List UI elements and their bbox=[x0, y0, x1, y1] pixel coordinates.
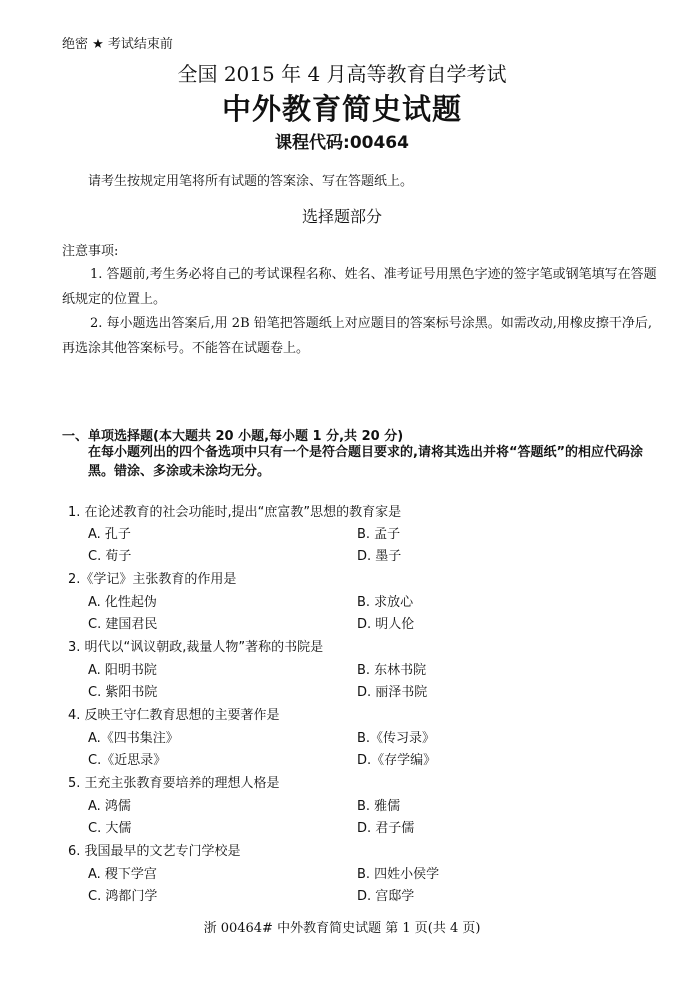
question-stem: 3. 明代以“讽议朝政,裁量人物”著称的书院是 bbox=[68, 640, 324, 655]
option-c: C.《近思录》 bbox=[88, 753, 167, 768]
option-c: C. 鸿都门学 bbox=[88, 889, 158, 904]
option-d: D. 明人伦 bbox=[357, 617, 415, 632]
page-footer: 浙 00464# 中外教育简史试题 第 1 页(共 4 页) bbox=[203, 921, 481, 936]
exam-session: 全国 2015 年 4 月高等教育自学考试 bbox=[177, 62, 507, 86]
option-a: A. 鸿儒 bbox=[88, 799, 131, 814]
confidential-label: 绝密 ★ 考试结束前 bbox=[62, 37, 173, 52]
option-c: C. 紫阳书院 bbox=[88, 685, 158, 700]
option-d: D. 宫邸学 bbox=[357, 889, 415, 904]
option-a: A. 化性起伪 bbox=[88, 595, 157, 610]
option-b: B. 孟子 bbox=[357, 527, 401, 542]
option-a: A. 阳明书院 bbox=[88, 663, 157, 678]
option-b: B. 东林书院 bbox=[357, 663, 427, 678]
option-d: D.《存学编》 bbox=[357, 753, 437, 768]
option-b: B. 雅儒 bbox=[357, 799, 401, 814]
page-title: 中外教育简史试题 bbox=[221, 92, 462, 126]
general-instruction: 请考生按规定用笔将所有试题的答案涂、写在答题纸上。 bbox=[88, 174, 414, 189]
question-stem: 2.《学记》主张教育的作用是 bbox=[68, 572, 237, 587]
option-c: C. 荀子 bbox=[88, 549, 132, 564]
question-stem: 5. 王充主张教育要培养的理想人格是 bbox=[68, 776, 280, 791]
part-description: 在每小题列出的四个备选项中只有一个是符合题目要求的,请将其选出并将“答题纸”的相应代码涂黑。错涂、多涂或未涂均无分。 bbox=[88, 445, 644, 479]
question-stem: 4. 反映王守仁教育思想的主要著作是 bbox=[68, 708, 280, 723]
question-stem: 1. 在论述教育的社会功能时,提出“庶富教”思想的教育家是 bbox=[68, 505, 402, 520]
course-code: 课程代码:00464 bbox=[275, 133, 409, 153]
note-item: 2. 每小题选出答案后,用 2B 铅笔把答题纸上对应题目的答案标号涂黑。如需改动,用橡皮擦干净后,再选涂其他答案标号。不能答在试题卷上。 bbox=[62, 316, 653, 356]
option-a: A.《四书集注》 bbox=[88, 731, 179, 746]
note-item: 1. 答题前,考生务必将自己的考试课程名称、姓名、准考证号用黑色字迹的签字笔或钢笔填写在答题纸规定的位置上。 bbox=[62, 267, 657, 307]
notes-heading: 注意事项: bbox=[62, 244, 119, 259]
option-a: A. 孔子 bbox=[88, 527, 131, 542]
option-b: B. 求放心 bbox=[357, 595, 414, 610]
option-d: D. 墨子 bbox=[357, 549, 402, 564]
option-c: C. 建国君民 bbox=[88, 617, 158, 632]
section-title: 选择题部分 bbox=[301, 207, 382, 226]
part-heading: 一、单项选择题(本大题共 20 小题,每小题 1 分,共 20 分) bbox=[62, 429, 404, 444]
option-d: D. 君子儒 bbox=[357, 821, 415, 836]
question-stem: 6. 我国最早的文艺专门学校是 bbox=[68, 844, 241, 859]
option-b: B.《传习录》 bbox=[357, 731, 436, 746]
option-a: A. 稷下学宫 bbox=[88, 867, 157, 882]
option-b: B. 四姓小侯学 bbox=[357, 867, 440, 882]
option-d: D. 丽泽书院 bbox=[357, 685, 428, 700]
option-c: C. 大儒 bbox=[88, 821, 132, 836]
